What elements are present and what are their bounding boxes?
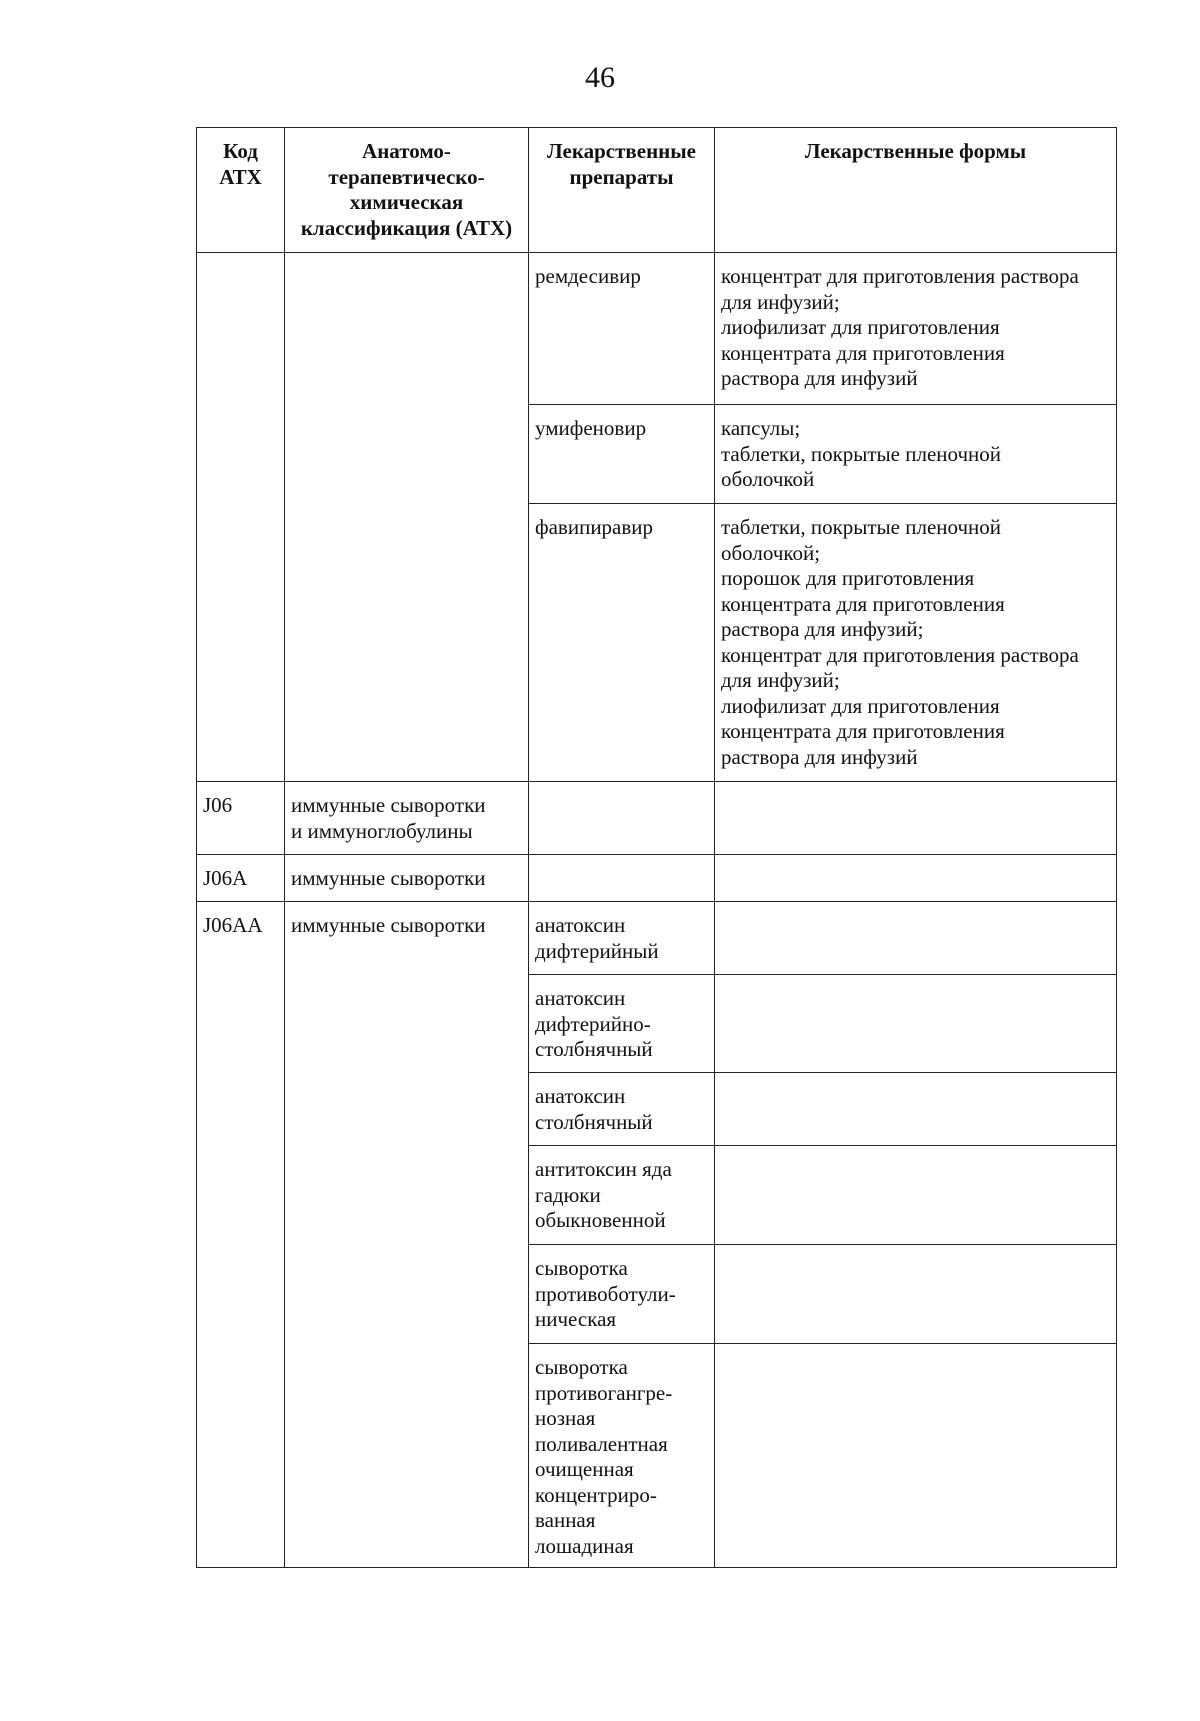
drug-cell: ремдесивир [529, 253, 715, 405]
forms-cell [715, 782, 1117, 855]
forms-cell: капсулы; таблетки, покрытые пленочной оболочкой [715, 405, 1117, 504]
classification-cell: иммунные сыворотки и иммуноглобулины [285, 782, 529, 855]
forms-cell [715, 902, 1117, 975]
atc-drug-table [196, 127, 1117, 1568]
drug-cell: анатоксин дифтерийно- столбнячный [529, 975, 715, 1073]
drug-cell: антитоксин яда гадюки обыкновенной [529, 1146, 715, 1245]
forms-cell [715, 1146, 1117, 1245]
code-cell: J06 [197, 782, 285, 855]
table-row [197, 405, 1117, 504]
forms-cell [715, 855, 1117, 902]
forms-cell: таблетки, покрытые пленочной оболочкой; порошок для приготовления концентрата для приготовления раствора для инфузий; концентрат для приготовления раствора для инфузий; лиофилизат для приготовления концентрата для приготовления раствора для инфузий [715, 504, 1117, 782]
classification-cell [285, 253, 529, 405]
code-cell: J06AA [197, 902, 285, 975]
classification-cell [285, 1073, 529, 1146]
classification-cell [285, 975, 529, 1073]
drug-cell: умифеновир [529, 405, 715, 504]
forms-cell [715, 1344, 1117, 1568]
table-row [197, 902, 1117, 975]
forms-cell [715, 975, 1117, 1073]
classification-cell [285, 1146, 529, 1245]
drug-cell [529, 855, 715, 902]
drug-cell: сыворотка противоботули- ническая [529, 1245, 715, 1344]
table-row [197, 1073, 1117, 1146]
code-cell [197, 1245, 285, 1344]
classification-cell [285, 1344, 529, 1568]
header-code: Код АТХ [197, 128, 285, 253]
table-row [197, 855, 1117, 902]
drug-cell: анатоксин столбнячный [529, 1073, 715, 1146]
classification-cell: иммунные сыворотки [285, 855, 529, 902]
table-row [197, 1245, 1117, 1344]
classification-cell [285, 504, 529, 782]
classification-cell [285, 405, 529, 504]
code-cell: J06A [197, 855, 285, 902]
classification-cell [285, 1245, 529, 1344]
forms-cell: концентрат для приготовления раствора для инфузий; лиофилизат для приготовления концентрата для приготовления раствора для инфузий [715, 253, 1117, 405]
drug-cell: анатоксин дифтерийный [529, 902, 715, 975]
table-row [197, 1146, 1117, 1245]
code-cell [197, 504, 285, 782]
page-number: 46 [585, 61, 615, 94]
drug-cell [529, 782, 715, 855]
table-row [197, 504, 1117, 782]
table-row [197, 1344, 1117, 1568]
table-header-row [197, 128, 1117, 253]
forms-cell [715, 1245, 1117, 1344]
table-row [197, 253, 1117, 405]
code-cell [197, 975, 285, 1073]
code-cell [197, 253, 285, 405]
code-cell [197, 1146, 285, 1245]
header-classification: Анатомо- терапевтическо- химическая классификация (АТХ) [285, 128, 529, 253]
code-cell [197, 1073, 285, 1146]
table-row [197, 782, 1117, 855]
code-cell [197, 405, 285, 504]
drug-cell: сыворотка противогангре- нозная поливалентная очищенная концентриро- ванная лошадиная [529, 1344, 715, 1568]
header-forms: Лекарственные формы [715, 128, 1117, 253]
forms-cell [715, 1073, 1117, 1146]
classification-cell: иммунные сыворотки [285, 902, 529, 975]
header-drugs: Лекарственные препараты [529, 128, 715, 253]
drug-cell: фавипиравир [529, 504, 715, 782]
code-cell [197, 1344, 285, 1568]
table-row [197, 975, 1117, 1073]
